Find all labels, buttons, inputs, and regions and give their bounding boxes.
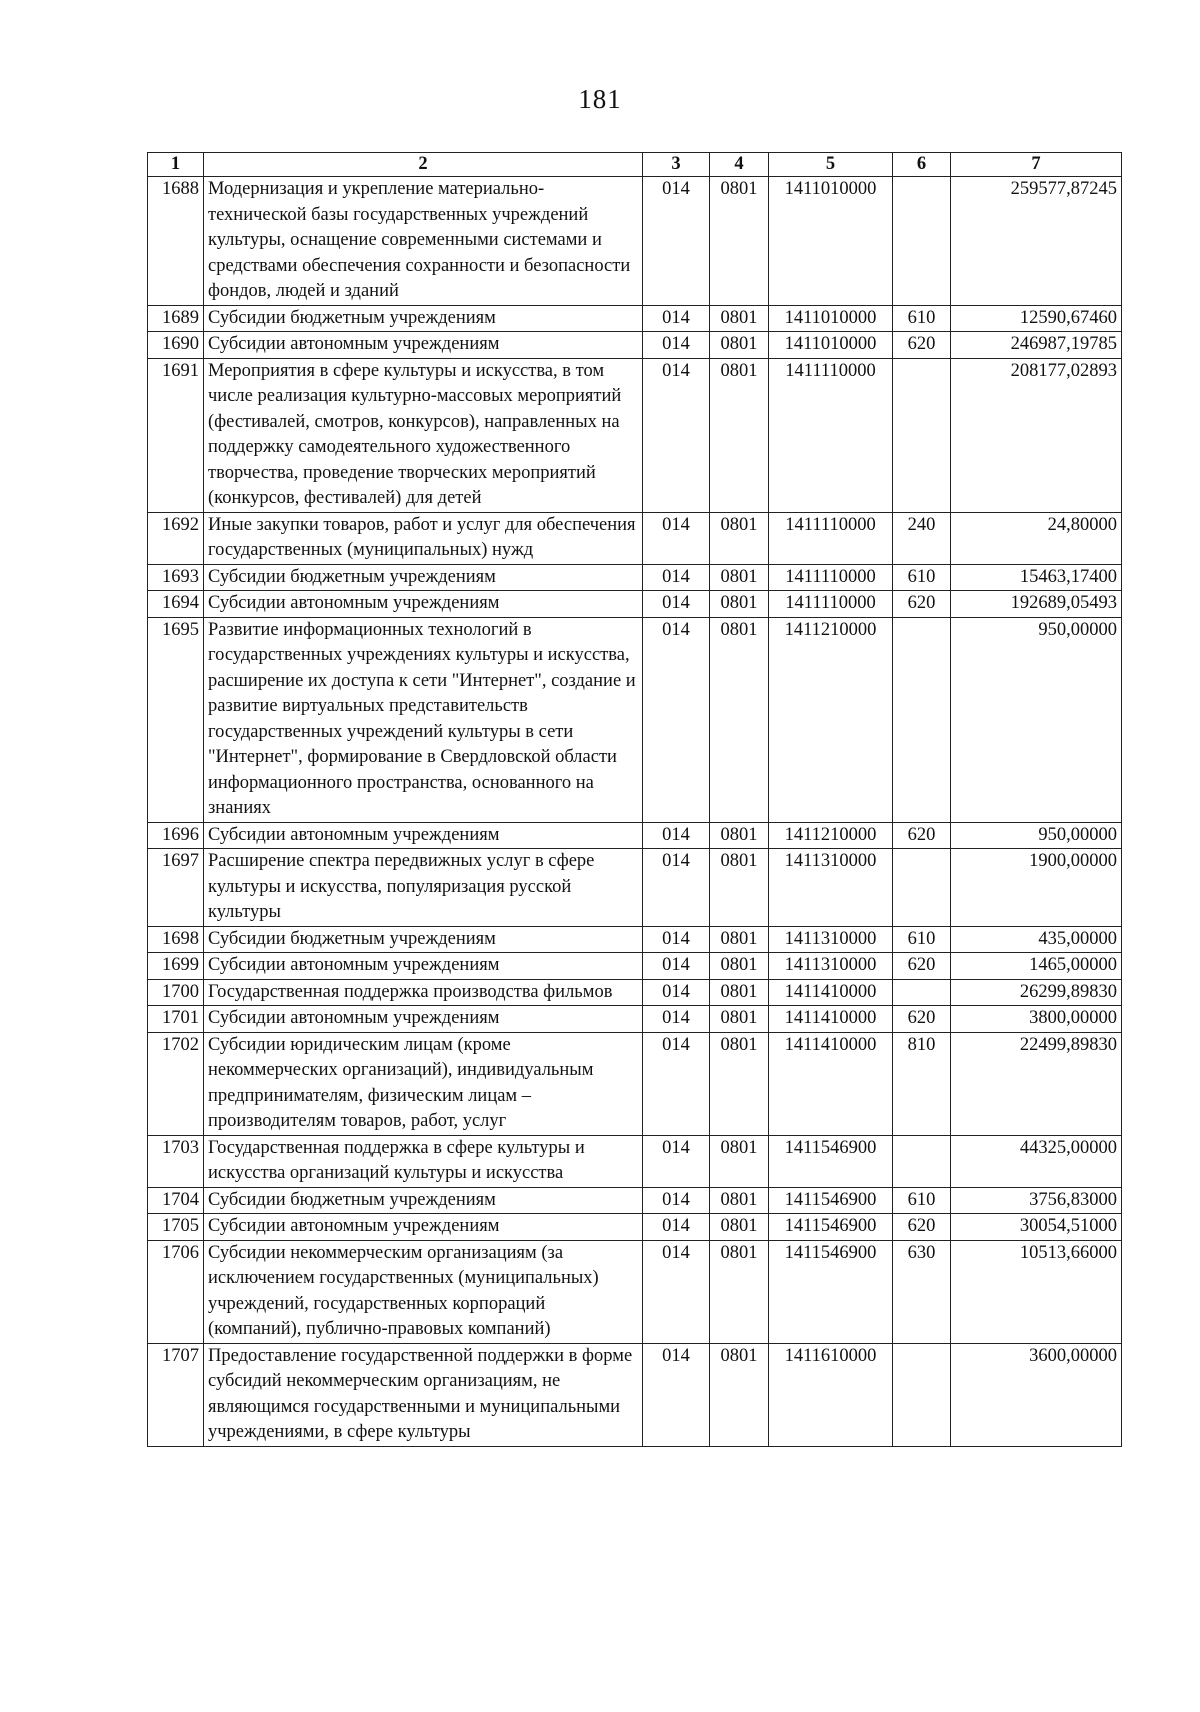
expense-type-cell — [893, 979, 951, 1006]
ministry-code-cell: 014 — [643, 1343, 710, 1446]
target-item-code-cell: 1411546900 — [769, 1135, 893, 1187]
section-code-cell: 0801 — [710, 512, 769, 564]
target-item-code-cell: 1411210000 — [769, 822, 893, 849]
table-row — [148, 926, 1122, 953]
item-name-cell: Субсидии бюджетным учреждениям — [204, 564, 643, 591]
row-number-cell: 1707 — [148, 1343, 204, 1446]
item-name-cell: Субсидии автономным учреждениям — [204, 1006, 643, 1033]
target-item-code-cell: 1411310000 — [769, 953, 893, 980]
amount-cell: 24,80000 — [951, 512, 1122, 564]
row-number-cell: 1693 — [148, 564, 204, 591]
item-name-cell: Иные закупки товаров, работ и услуг для обеспечения государственных (муниципальных) нужд — [204, 512, 643, 564]
table-row — [148, 1006, 1122, 1033]
target-item-code-cell: 1411546900 — [769, 1240, 893, 1343]
section-code-cell: 0801 — [710, 564, 769, 591]
header-cell: 2 — [204, 153, 643, 177]
target-item-code-cell: 1411010000 — [769, 177, 893, 306]
row-number-cell: 1704 — [148, 1187, 204, 1214]
section-code-cell: 0801 — [710, 1135, 769, 1187]
row-number-cell: 1698 — [148, 926, 204, 953]
table-row — [148, 591, 1122, 618]
item-name-cell: Предоставление государственной поддержки в форме субсидий некоммерческим организациям, не являющимся государственными и муниципальными учреждениями, в сфере культуры — [204, 1343, 643, 1446]
ministry-code-cell: 014 — [643, 358, 710, 512]
table-row — [148, 979, 1122, 1006]
header-cell: 5 — [769, 153, 893, 177]
ministry-code-cell: 014 — [643, 591, 710, 618]
expense-type-cell — [893, 849, 951, 927]
row-number-cell: 1692 — [148, 512, 204, 564]
ministry-code-cell: 014 — [643, 1135, 710, 1187]
table-row — [148, 1214, 1122, 1241]
expense-type-cell: 610 — [893, 564, 951, 591]
amount-cell: 44325,00000 — [951, 1135, 1122, 1187]
expense-type-cell: 620 — [893, 1214, 951, 1241]
table-row — [148, 177, 1122, 306]
target-item-code-cell: 1411010000 — [769, 305, 893, 332]
budget-table — [147, 152, 1122, 1447]
table-row — [148, 512, 1122, 564]
amount-cell: 26299,89830 — [951, 979, 1122, 1006]
target-item-code-cell: 1411610000 — [769, 1343, 893, 1446]
ministry-code-cell: 014 — [643, 953, 710, 980]
ministry-code-cell: 014 — [643, 1006, 710, 1033]
ministry-code-cell: 014 — [643, 564, 710, 591]
row-number-cell: 1691 — [148, 358, 204, 512]
section-code-cell: 0801 — [710, 177, 769, 306]
item-name-cell: Субсидии автономным учреждениям — [204, 822, 643, 849]
row-number-cell: 1701 — [148, 1006, 204, 1033]
header-cell: 6 — [893, 153, 951, 177]
amount-cell: 435,00000 — [951, 926, 1122, 953]
item-name-cell: Субсидии автономным учреждениям — [204, 332, 643, 359]
item-name-cell: Государственная поддержка производства фильмов — [204, 979, 643, 1006]
amount-cell: 246987,19785 — [951, 332, 1122, 359]
expense-type-cell: 620 — [893, 953, 951, 980]
section-code-cell: 0801 — [710, 305, 769, 332]
item-name-cell: Развитие информационных технологий в государственных учреждениях культуры и искусства, расширение их доступа к сети "Интернет", создание и развитие виртуальных представительств государственных учреждений культуры в сети "Интернет", формирование в Свердловской области информационного пространства, основанного на знаниях — [204, 617, 643, 822]
ministry-code-cell: 014 — [643, 926, 710, 953]
section-code-cell: 0801 — [710, 1240, 769, 1343]
target-item-code-cell: 1411546900 — [769, 1187, 893, 1214]
expense-type-cell: 810 — [893, 1032, 951, 1135]
target-item-code-cell: 1411310000 — [769, 926, 893, 953]
table-row — [148, 1032, 1122, 1135]
item-name-cell: Государственная поддержка в сфере культуры и искусства организаций культуры и искусства — [204, 1135, 643, 1187]
target-item-code-cell: 1411110000 — [769, 591, 893, 618]
table-row — [148, 332, 1122, 359]
table-row — [148, 1135, 1122, 1187]
section-code-cell: 0801 — [710, 953, 769, 980]
row-number-cell: 1695 — [148, 617, 204, 822]
section-code-cell: 0801 — [710, 1214, 769, 1241]
section-code-cell: 0801 — [710, 591, 769, 618]
row-number-cell: 1699 — [148, 953, 204, 980]
row-number-cell: 1702 — [148, 1032, 204, 1135]
expense-type-cell: 620 — [893, 591, 951, 618]
amount-cell: 192689,05493 — [951, 591, 1122, 618]
target-item-code-cell: 1411546900 — [769, 1214, 893, 1241]
header-row — [148, 153, 1122, 177]
expense-type-cell: 620 — [893, 332, 951, 359]
ministry-code-cell: 014 — [643, 1240, 710, 1343]
table-row — [148, 1187, 1122, 1214]
item-name-cell: Субсидии автономным учреждениям — [204, 591, 643, 618]
amount-cell: 22499,89830 — [951, 1032, 1122, 1135]
ministry-code-cell: 014 — [643, 849, 710, 927]
row-number-cell: 1697 — [148, 849, 204, 927]
item-name-cell: Модернизация и укрепление материально-технической базы государственных учреждений культуры, оснащение современными системами и средствами обеспечения сохранности и безопасности фондов, людей и зданий — [204, 177, 643, 306]
section-code-cell: 0801 — [710, 1032, 769, 1135]
target-item-code-cell: 1411110000 — [769, 512, 893, 564]
amount-cell: 12590,67460 — [951, 305, 1122, 332]
row-number-cell: 1694 — [148, 591, 204, 618]
expense-type-cell: 610 — [893, 926, 951, 953]
amount-cell: 208177,02893 — [951, 358, 1122, 512]
ministry-code-cell: 014 — [643, 979, 710, 1006]
ministry-code-cell: 014 — [643, 1187, 710, 1214]
item-name-cell: Субсидии автономным учреждениям — [204, 1214, 643, 1241]
header-cell: 3 — [643, 153, 710, 177]
item-name-cell: Субсидии бюджетным учреждениям — [204, 1187, 643, 1214]
target-item-code-cell: 1411410000 — [769, 979, 893, 1006]
row-number-cell: 1696 — [148, 822, 204, 849]
table-row — [148, 849, 1122, 927]
amount-cell: 15463,17400 — [951, 564, 1122, 591]
amount-cell: 3800,00000 — [951, 1006, 1122, 1033]
table-row — [148, 617, 1122, 822]
ministry-code-cell: 014 — [643, 1032, 710, 1135]
amount-cell: 950,00000 — [951, 822, 1122, 849]
section-code-cell: 0801 — [710, 1006, 769, 1033]
section-code-cell: 0801 — [710, 926, 769, 953]
target-item-code-cell: 1411110000 — [769, 358, 893, 512]
ministry-code-cell: 014 — [643, 1214, 710, 1241]
amount-cell: 3600,00000 — [951, 1343, 1122, 1446]
item-name-cell: Субсидии бюджетным учреждениям — [204, 305, 643, 332]
header-cell: 7 — [951, 153, 1122, 177]
ministry-code-cell: 014 — [643, 617, 710, 822]
row-number-cell: 1690 — [148, 332, 204, 359]
target-item-code-cell: 1411410000 — [769, 1032, 893, 1135]
amount-cell: 259577,87245 — [951, 177, 1122, 306]
table-row — [148, 564, 1122, 591]
section-code-cell: 0801 — [710, 358, 769, 512]
target-item-code-cell: 1411410000 — [769, 1006, 893, 1033]
row-number-cell: 1688 — [148, 177, 204, 306]
ministry-code-cell: 014 — [643, 332, 710, 359]
header-cell: 1 — [148, 153, 204, 177]
section-code-cell: 0801 — [710, 1343, 769, 1446]
expense-type-cell: 610 — [893, 305, 951, 332]
header-cell: 4 — [710, 153, 769, 177]
section-code-cell: 0801 — [710, 849, 769, 927]
amount-cell: 950,00000 — [951, 617, 1122, 822]
table-row — [148, 358, 1122, 512]
expense-type-cell — [893, 617, 951, 822]
section-code-cell: 0801 — [710, 617, 769, 822]
table-row — [148, 822, 1122, 849]
section-code-cell: 0801 — [710, 822, 769, 849]
expense-type-cell: 630 — [893, 1240, 951, 1343]
expense-type-cell: 620 — [893, 1006, 951, 1033]
amount-cell: 3756,83000 — [951, 1187, 1122, 1214]
table-row — [148, 953, 1122, 980]
row-number-cell: 1705 — [148, 1214, 204, 1241]
section-code-cell: 0801 — [710, 332, 769, 359]
amount-cell: 10513,66000 — [951, 1240, 1122, 1343]
item-name-cell: Субсидии юридическим лицам (кроме некоммерческих организаций), индивидуальным предпринимателям, физическим лицам – производителям товаров, работ, услуг — [204, 1032, 643, 1135]
table-row — [148, 305, 1122, 332]
amount-cell: 1465,00000 — [951, 953, 1122, 980]
expense-type-cell — [893, 358, 951, 512]
row-number-cell: 1700 — [148, 979, 204, 1006]
expense-type-cell: 240 — [893, 512, 951, 564]
table-row — [148, 1343, 1122, 1446]
item-name-cell: Субсидии бюджетным учреждениям — [204, 926, 643, 953]
expense-type-cell — [893, 177, 951, 306]
row-number-cell: 1706 — [148, 1240, 204, 1343]
ministry-code-cell: 014 — [643, 512, 710, 564]
item-name-cell: Расширение спектра передвижных услуг в сфере культуры и искусства, популяризация русской культуры — [204, 849, 643, 927]
expense-type-cell — [893, 1135, 951, 1187]
expense-type-cell: 620 — [893, 822, 951, 849]
ministry-code-cell: 014 — [643, 305, 710, 332]
ministry-code-cell: 014 — [643, 822, 710, 849]
target-item-code-cell: 1411010000 — [769, 332, 893, 359]
expense-type-cell: 610 — [893, 1187, 951, 1214]
amount-cell: 1900,00000 — [951, 849, 1122, 927]
row-number-cell: 1689 — [148, 305, 204, 332]
item-name-cell: Субсидии некоммерческим организациям (за исключением государственных (муниципальных) учреждений, государственных корпораций (компаний), публично-правовых компаний) — [204, 1240, 643, 1343]
target-item-code-cell: 1411210000 — [769, 617, 893, 822]
page-number: 181 — [578, 84, 622, 114]
section-code-cell: 0801 — [710, 979, 769, 1006]
table-row — [148, 1240, 1122, 1343]
item-name-cell: Мероприятия в сфере культуры и искусства, в том числе реализация культурно-массовых мероприятий (фестивалей, смотров, конкурсов), направленных на поддержку самодеятельного художественного творчества, проведение творческих мероприятий (конкурсов, фестивалей) для детей — [204, 358, 643, 512]
ministry-code-cell: 014 — [643, 177, 710, 306]
item-name-cell: Субсидии автономным учреждениям — [204, 953, 643, 980]
expense-type-cell — [893, 1343, 951, 1446]
row-number-cell: 1703 — [148, 1135, 204, 1187]
section-code-cell: 0801 — [710, 1187, 769, 1214]
amount-cell: 30054,51000 — [951, 1214, 1122, 1241]
target-item-code-cell: 1411310000 — [769, 849, 893, 927]
target-item-code-cell: 1411110000 — [769, 564, 893, 591]
